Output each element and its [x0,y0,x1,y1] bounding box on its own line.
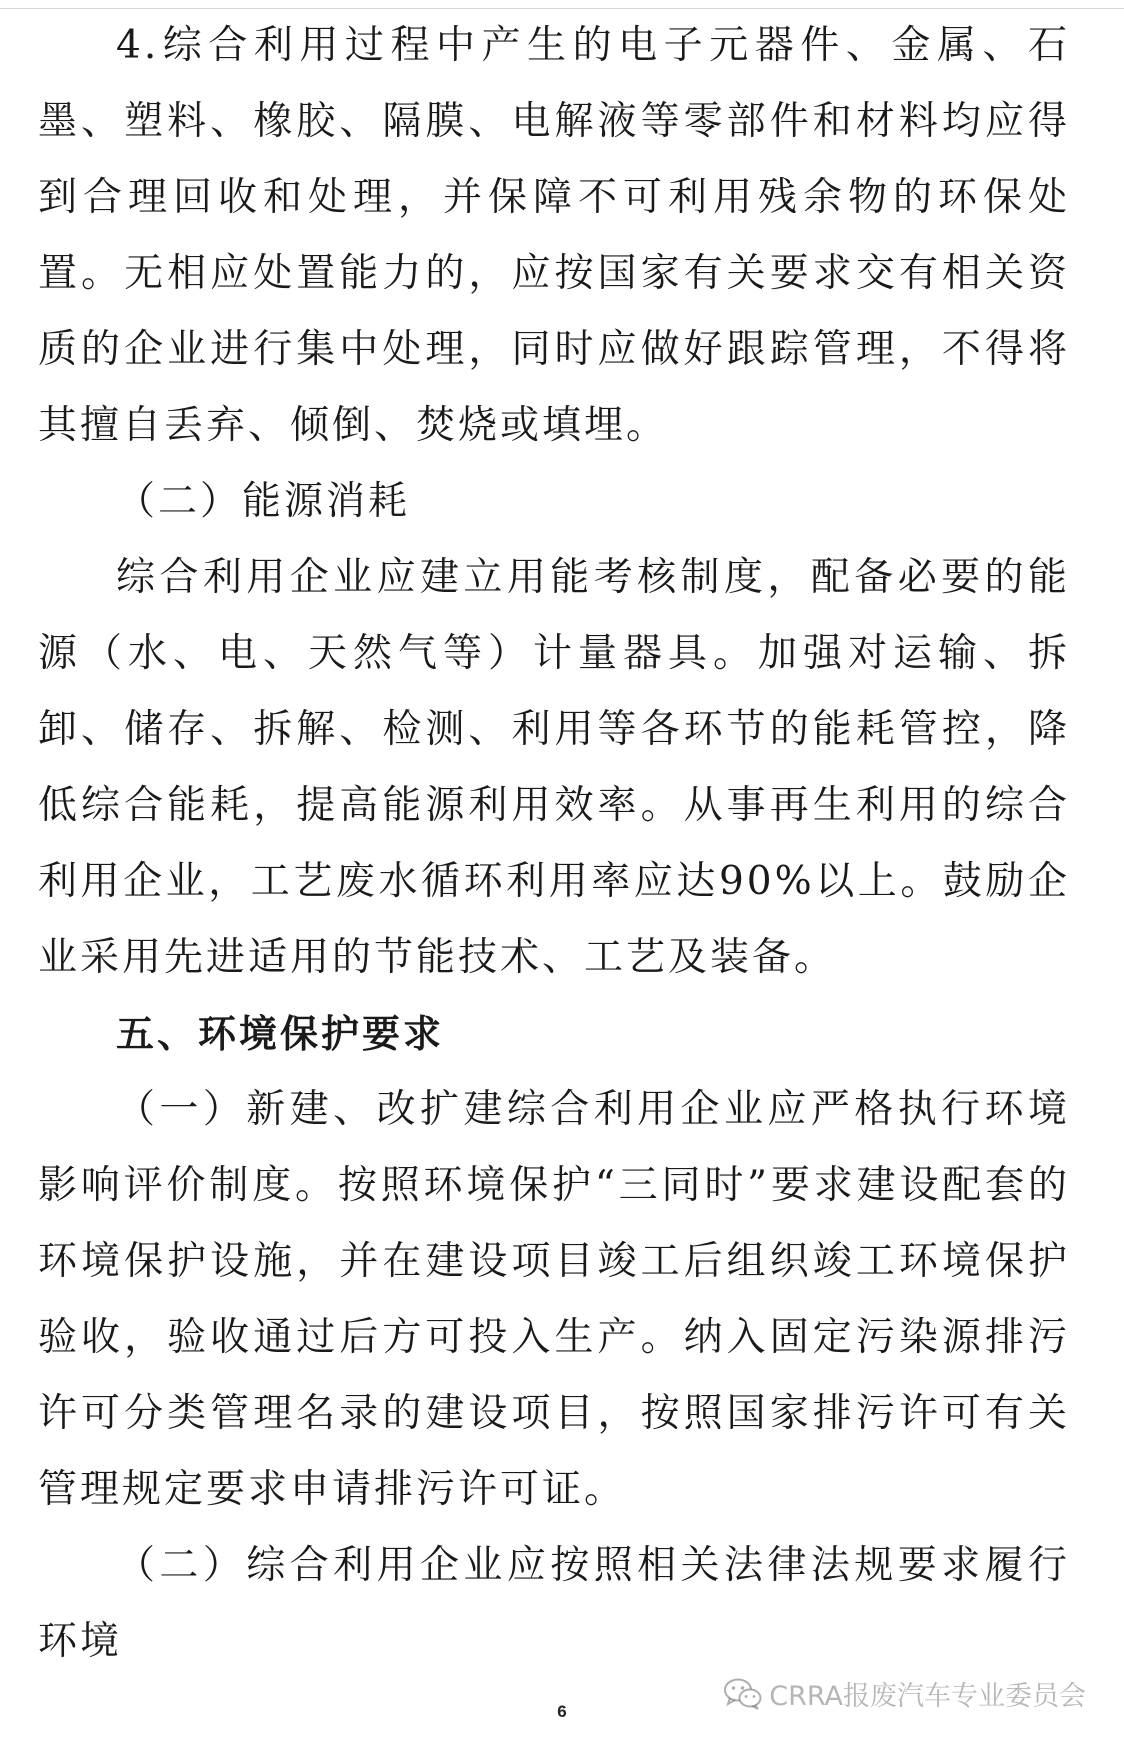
paragraph-environmental-assessment: （一）新建、改扩建综合利用企业应严格执行环境影响评价制度。按照环境保护“三同时”要求建设配套的环境保护设施，并在建设项目竣工后组织竣工环境保护验收，验收通过后方可投入生产。纳入固定污染源排污许可分类管理名录的建设项目，按照国家排污许可有关管理规定要求申请排污许可证。 [38,1087,1070,1512]
watermark-text: CRRA报废汽车专业委员会 [769,1681,1086,1712]
paragraph-recycling-materials: 4.综合利用过程中产生的电子元器件、金属、石墨、塑料、橡胶、隔膜、电解液等零部件和材料均应得到合理回收和处理，并保障不可利用残余物的环保处置。无相应处置能力的，应按国家有关要求交有相关资质的企业进行集中处理，同时应做好跟踪管理，不得将其擅自丢弃、倾倒、焚烧或填埋。 [38,23,1070,448]
paragraph-environmental-obligations: （二）综合利用企业应按照相关法律法规要求履行环境 [38,1543,1070,1664]
paragraph-energy-consumption: 综合利用企业应建立用能考核制度，配备必要的能源（水、电、天然气等）计量器具。加强对运输、拆卸、储存、拆解、检测、利用等各环节的能耗管控，降低综合能耗，提高能源利用效率。从事再生利用的综合利用企业，工艺废水循环利用率应达90%以上。鼓励企业采用先进适用的节能技术、工艺及装备。 [38,555,1070,980]
section-heading-environmental-protection: 五、环境保护要求 [116,1012,445,1056]
page-number: 6 [557,1702,567,1721]
document-body [38,8,1070,1680]
subheading-energy-consumption: （二）能源消耗 [116,479,411,524]
